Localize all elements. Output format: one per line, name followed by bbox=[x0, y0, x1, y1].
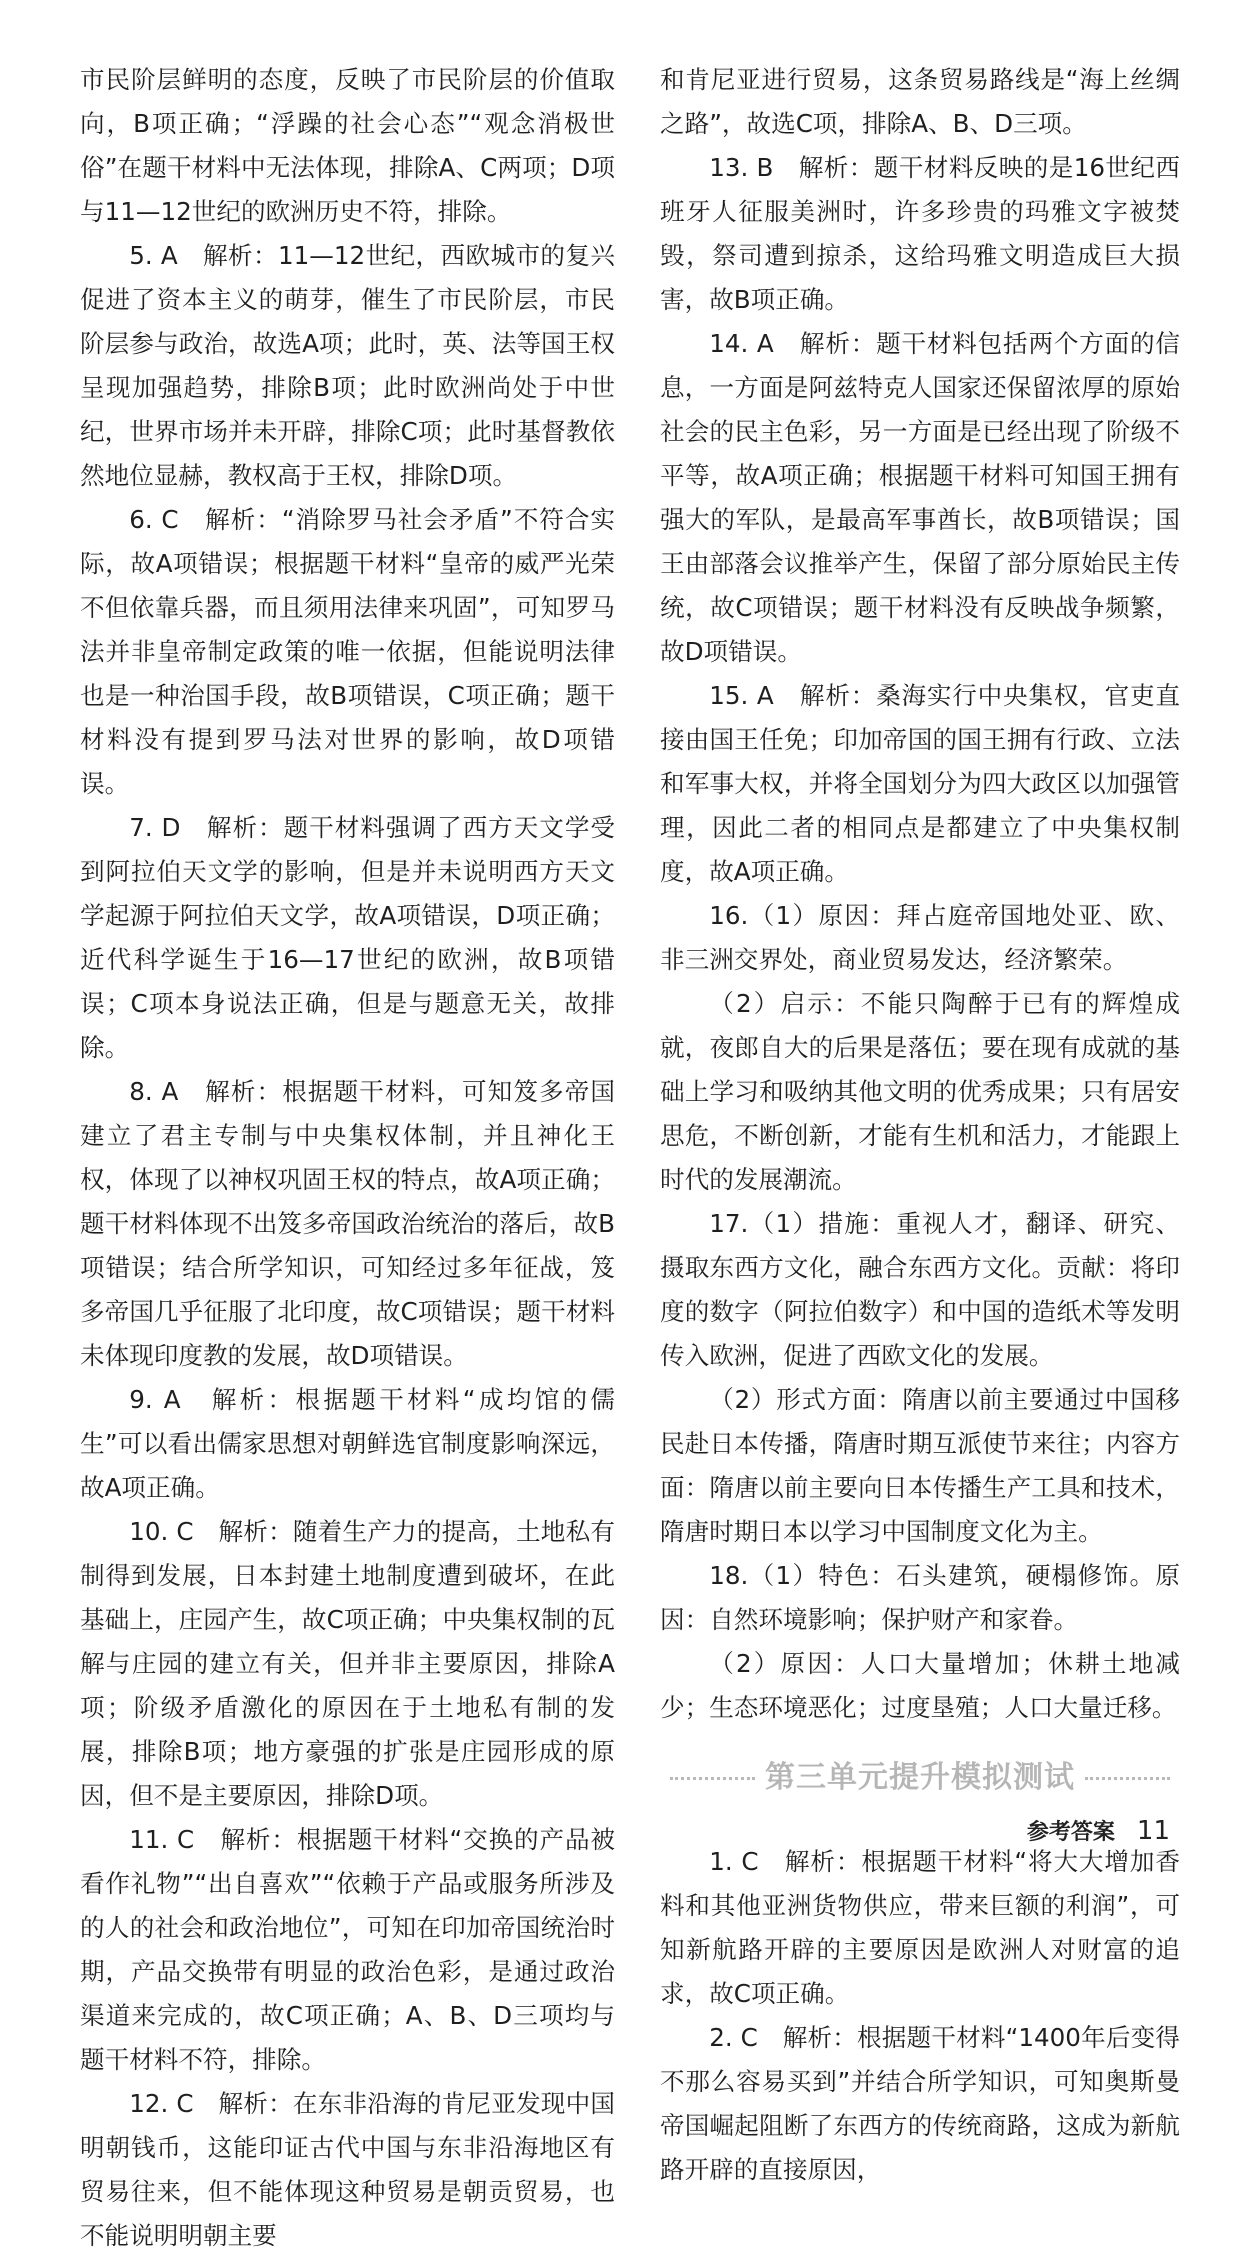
heading-dots-left bbox=[670, 1777, 755, 1780]
answer-paragraph: （2）原因：人口大量增加；休耕土地减少；生态环境恶化；过度垦殖；人口大量迁移。 bbox=[660, 1649, 1180, 1722]
section-heading bbox=[660, 1738, 1180, 1818]
answer-paragraph: 14. A 解析：题干材料包括两个方面的信息，一方面是阿兹特克人国家还保留浓厚的原始社会的民主色彩，另一方面是已经出现了阶级不平等，故A项正确；根据题干材料可知国王拥有强大的军队，是最高军事酋长，故B项错误；国王由部落会议推举产生，保留了部分原始民主传统，故C项错误；题干材料没有反映战争频繁，故D项错误。 bbox=[660, 329, 1180, 666]
answer-paragraph: 7. D 解析：题干材料强调了西方天文学受到阿拉伯天文学的影响，但是并未说明西方天文学起源于阿拉伯天文学，故A项错误，D项正确；近代科学诞生于16—17世纪的欧洲，故B项错误；C项本身说法正确，但是与题意无关，故排除。 bbox=[80, 813, 615, 1062]
answer-paragraph: 8. A 解析：根据题干材料，可知笈多帝国建立了君主专制与中央集权体制，并且神化王权，体现了以神权巩固王权的特点，故A项正确；题干材料体现不出笈多帝国政治统治的落后，故B项错误；结合所学知识，可知经过多年征战，笈多帝国几乎征服了北印度，故C项错误；题干材料未体现印度教的发展，故D项错误。 bbox=[80, 1077, 615, 1370]
answer-paragraph: 和肯尼亚进行贸易，这条贸易路线是“海上丝绸之路”，故选C项，排除A、B、D三项。 bbox=[660, 65, 1180, 138]
answer-paragraph: 9. A 解析：根据题干材料“成均馆的儒生”可以看出儒家思想对朝鲜选官制度影响深远，故A项正确。 bbox=[80, 1385, 615, 1502]
answer-paragraph: 13. B 解析：题干材料反映的是16世纪西班牙人征服美洲时，许多珍贵的玛雅文字被焚毁，祭司遭到掠杀，这给玛雅文明造成巨大损害，故B项正确。 bbox=[660, 153, 1180, 314]
answer-paragraph: 15. A 解析：桑海实行中央集权，官吏直接由国王任免；印加帝国的国王拥有行政、立法和军事大权，并将全国划分为四大政区以加强管理，因此二者的相同点是都建立了中央集权制度，故A项正确。 bbox=[660, 681, 1180, 886]
answer-paragraph: （2）启示：不能只陶醉于已有的辉煌成就，夜郎自大的后果是落伍；要在现有成就的基础上学习和吸纳其他文明的优秀成果；只有居安思危，不断创新，才能有生机和活力，才能跟上时代的发展潮流。 bbox=[660, 989, 1180, 1194]
answer-paragraph: （2）形式方面：隋唐以前主要通过中国移民赴日本传播，隋唐时期互派使节来往；内容方面：隋唐以前主要向日本传播生产工具和技术，隋唐时期日本以学习中国制度文化为主。 bbox=[660, 1385, 1180, 1546]
answer-paragraph: 10. C 解析：随着生产力的提高，土地私有制得到发展，日本封建土地制度遭到破坏，在此基础上，庄园产生，故C项正确；中央集权制的瓦解与庄园的建立有关，但并非主要原因，排除A项；阶级矛盾激化的原因在于土地私有制的发展，排除B项；地方豪强的扩张是庄园形成的原因，但不是主要原因，排除D项。 bbox=[80, 1517, 615, 1810]
answer-paragraph: 18.（1）特色：石头建筑，硬榻修饰。原因：自然环境影响；保护财产和家眷。 bbox=[660, 1561, 1180, 1634]
page-footer bbox=[1027, 1815, 1170, 1846]
answer-paragraph: 12. C 解析：在东非沿海的肯尼亚发现中国明朝钱币，这能印证古代中国与东非沿海地区有贸易往来，但不能体现这种贸易是朝贡贸易，也不能说明明朝主要 bbox=[80, 2089, 615, 2250]
heading-dots-right bbox=[1085, 1777, 1170, 1780]
answer-paragraph: 6. C 解析：“消除罗马社会矛盾”不符合实际，故A项错误；根据题干材料“皇帝的威严光荣不但依靠兵器，而且须用法律来巩固”，可知罗马法并非皇帝制定政策的唯一依据，但能说明法律也是一种治国手段，故B项错误，C项正确；题干材料没有提到罗马法对世界的影响，故D项错误。 bbox=[80, 505, 615, 798]
right-column-bottom bbox=[660, 1840, 1180, 2192]
answer-paragraph: 17.（1）措施：重视人才，翻译、研究、摄取东西方文化，融合东西方文化。贡献：将印度的数字（阿拉伯数字）和中国的造纸术等发明传入欧洲，促进了西欧文化的发展。 bbox=[660, 1209, 1180, 1370]
answer-paragraph: 1. C 解析：根据题干材料“将大大增加香料和其他亚洲货物供应，带来巨额的利润”，可知新航路开辟的主要原因是欧洲人对财富的追求，故C项正确。 bbox=[660, 1847, 1180, 2008]
answer-paragraph: 5. A 解析：11—12世纪，西欧城市的复兴促进了资本主义的萌芽，催生了市民阶层，市民阶层参与政治，故选A项；此时，英、法等国王权呈现加强趋势，排除B项；此时欧洲尚处于中世纪，世界市场并未开辟，排除C项；此时基督教依然地位显赫，教权高于王权，排除D项。 bbox=[80, 241, 615, 490]
answer-paragraph: 2. C 解析：根据题干材料“1400年后变得不那么容易买到”并结合所学知识，可知奥斯曼帝国崛起阻断了东西方的传统商路，这成为新航路开辟的直接原因， bbox=[660, 2023, 1180, 2184]
footer-label: 参考答案 bbox=[1026, 1820, 1115, 1845]
right-column bbox=[660, 58, 1180, 2192]
left-column bbox=[80, 58, 615, 2258]
page-number: 11 bbox=[1136, 1816, 1170, 1846]
section-title: 第三单元提升模拟测试 bbox=[765, 1760, 1075, 1795]
answer-paragraph: 16.（1）原因：拜占庭帝国地处亚、欧、非三洲交界处，商业贸易发达，经济繁荣。 bbox=[660, 901, 1180, 974]
answer-paragraph: 11. C 解析：根据题干材料“交换的产品被看作礼物”“出自喜欢”“依赖于产品或服务所涉及的人的社会和政治地位”，可知在印加帝国统治时期，产品交换带有明显的政治色彩，是通过政治渠道来完成的，故C项正确；A、B、D三项均与题干材料不符，排除。 bbox=[80, 1825, 615, 2074]
answer-paragraph: 市民阶层鲜明的态度，反映了市民阶层的价值取向，B项正确；“浮躁的社会心态”“观念消极世俗”在题干材料中无法体现，排除A、C两项；D项与11—12世纪的欧洲历史不符，排除。 bbox=[80, 65, 615, 226]
right-column-top bbox=[660, 58, 1180, 1730]
